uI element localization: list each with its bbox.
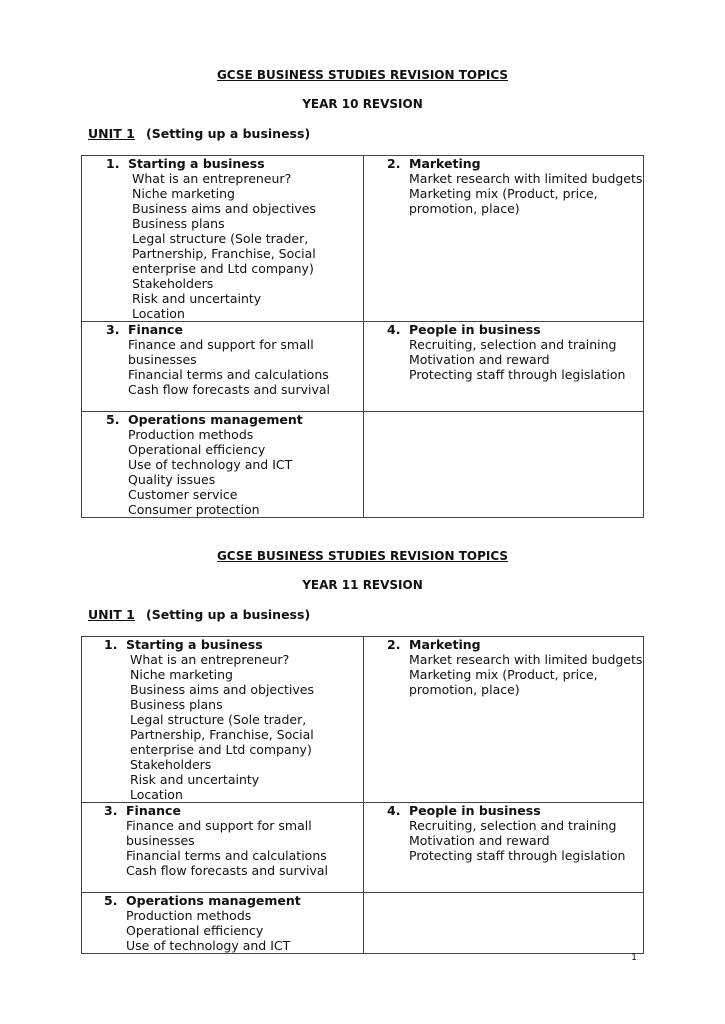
- topic-heading: 5. Operations management: [106, 412, 303, 427]
- topic-item: promotion, place): [409, 201, 520, 216]
- topic-item: Partnership, Franchise, Social: [130, 727, 314, 742]
- topic-heading: 1. Starting a business: [104, 637, 263, 652]
- topic-item: Customer service: [128, 487, 238, 502]
- unit-title: (Setting up a business): [146, 607, 311, 622]
- topic-item: Production methods: [128, 427, 254, 442]
- topic-item: businesses: [126, 833, 195, 848]
- topic-item: Motivation and reward: [409, 352, 550, 367]
- topic-item: Legal structure (Sole trader,: [130, 712, 307, 727]
- topic-item: Production methods: [126, 908, 252, 923]
- topic-heading: 5. Operations management: [104, 893, 301, 908]
- topic-item: promotion, place): [409, 682, 520, 697]
- topic-item: Consumer protection: [128, 502, 260, 517]
- topic-item: Risk and uncertainty: [132, 291, 262, 306]
- year-heading: YEAR 10 REVSION: [302, 97, 423, 111]
- topic-item: Motivation and reward: [409, 833, 550, 848]
- topic-item: Location: [130, 787, 183, 802]
- topic-heading: 2. Marketing: [387, 637, 481, 652]
- topic-item: Business aims and objectives: [130, 682, 314, 697]
- page-title: GCSE BUSINESS STUDIES REVISION TOPICS: [216, 549, 509, 563]
- topic-item: Location: [132, 306, 185, 321]
- topic-item: Stakeholders: [130, 757, 212, 772]
- topic-cell: [82, 156, 364, 322]
- topic-item: Business plans: [130, 697, 223, 712]
- topic-cell: [82, 412, 364, 518]
- unit-title: (Setting up a business): [146, 126, 311, 141]
- topic-cell: [82, 322, 364, 412]
- unit-label: UNIT 1: [88, 126, 135, 141]
- topic-item: Financial terms and calculations: [128, 367, 329, 382]
- topic-item: Market research with limited budgets: [409, 171, 643, 186]
- topic-heading: 4. People in business: [387, 322, 541, 337]
- topic-item: Marketing mix (Product, price,: [409, 667, 598, 682]
- topic-item: Business plans: [132, 216, 225, 231]
- page-number: 1: [631, 953, 637, 963]
- topic-cell: [364, 322, 644, 412]
- topic-item: What is an entrepreneur?: [132, 171, 292, 186]
- page-title: GCSE BUSINESS STUDIES REVISION TOPICS: [216, 68, 509, 82]
- topic-cell: [82, 637, 364, 803]
- topics-table-year11: [81, 636, 644, 954]
- topic-cell: [364, 803, 644, 893]
- topic-item: What is an entrepreneur?: [130, 652, 290, 667]
- topic-heading: 1. Starting a business: [106, 156, 265, 171]
- unit-label: UNIT 1: [88, 607, 135, 622]
- topic-item: Use of technology and ICT: [126, 938, 291, 953]
- topic-item: Niche marketing: [130, 667, 233, 682]
- unit-heading: [88, 126, 310, 141]
- empty-cell: [364, 412, 644, 518]
- topic-item: Quality issues: [128, 472, 216, 487]
- topic-item: Financial terms and calculations: [126, 848, 327, 863]
- unit-heading: [88, 607, 310, 622]
- empty-cell: [364, 893, 644, 954]
- topic-cell: [364, 156, 644, 322]
- topic-item: enterprise and Ltd company): [132, 261, 314, 276]
- topic-item: businesses: [128, 352, 197, 367]
- topic-item: Marketing mix (Product, price,: [409, 186, 598, 201]
- topic-item: Recruiting, selection and training: [409, 337, 617, 352]
- topic-item: Finance and support for small: [128, 337, 314, 352]
- topic-cell: [364, 637, 644, 803]
- topic-heading: 3. Finance: [106, 322, 183, 337]
- topic-item: Operational efficiency: [126, 923, 264, 938]
- topic-item: Stakeholders: [132, 276, 214, 291]
- topic-item: Protecting staff through legislation: [409, 367, 626, 382]
- topic-item: Market research with limited budgets: [409, 652, 643, 667]
- topic-item: Finance and support for small: [126, 818, 312, 833]
- topics-table-year10: [81, 155, 644, 518]
- topic-cell: [82, 803, 364, 893]
- topic-item: Business aims and objectives: [132, 201, 316, 216]
- topic-item: enterprise and Ltd company): [130, 742, 312, 757]
- topic-cell: [82, 893, 364, 954]
- topic-heading: 4. People in business: [387, 803, 541, 818]
- topic-item: Legal structure (Sole trader,: [132, 231, 309, 246]
- topic-item: Cash flow forecasts and survival: [128, 382, 331, 397]
- topic-item: Risk and uncertainty: [130, 772, 260, 787]
- topic-item: Protecting staff through legislation: [409, 848, 626, 863]
- topic-item: Use of technology and ICT: [128, 457, 293, 472]
- topic-item: Niche marketing: [132, 186, 235, 201]
- year-heading: YEAR 11 REVSION: [302, 578, 423, 592]
- topic-item: Cash flow forecasts and survival: [126, 863, 329, 878]
- topic-item: Partnership, Franchise, Social: [132, 246, 316, 261]
- topic-item: Operational efficiency: [128, 442, 266, 457]
- topic-item: Recruiting, selection and training: [409, 818, 617, 833]
- topic-heading: 3. Finance: [104, 803, 181, 818]
- topic-heading: 2. Marketing: [387, 156, 481, 171]
